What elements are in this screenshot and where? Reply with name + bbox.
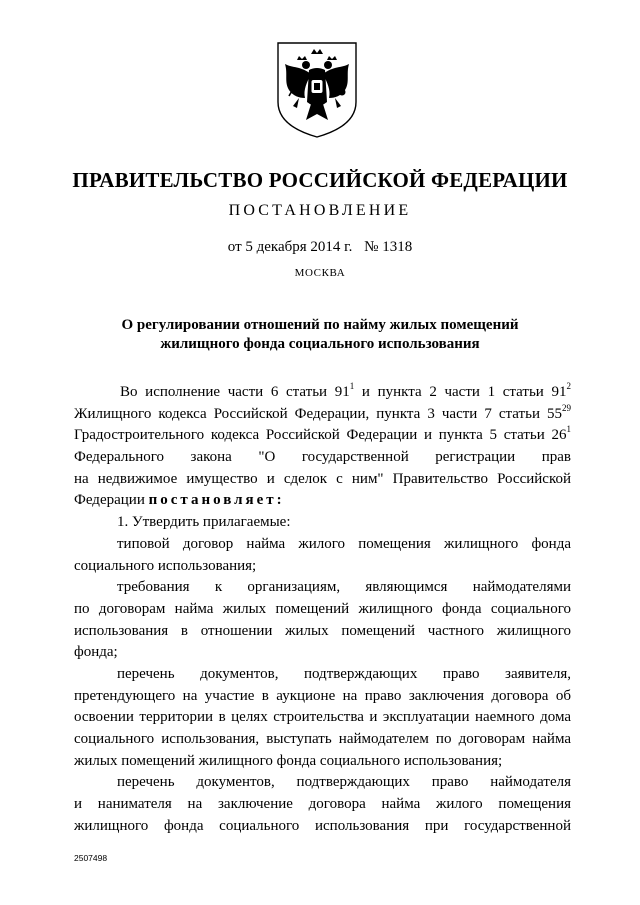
paragraph-1-line-3 <box>74 425 571 447</box>
text-span: Федерации <box>74 492 145 509</box>
decree-heading: ПОСТАНОВЛЕНИЕ <box>228 202 412 219</box>
document-code: 2507498 <box>74 853 108 863</box>
paragraph-5-line-2: претендующего на участие в аукционе на право заключения договора об <box>74 687 571 704</box>
government-title: ПРАВИТЕЛЬСТВО РОССИЙСКОЙ ФЕДЕРАЦИИ <box>72 168 568 192</box>
decree-body <box>74 382 571 837</box>
paragraph-1-line-1 <box>74 382 571 404</box>
paragraph-1-line-2 <box>74 404 571 426</box>
city-name: МОСКВА <box>294 267 346 279</box>
paragraph-3-line-2: социального использования; <box>74 557 257 574</box>
text-span: Градостроительного кодекса Российской Федерации и пункта 5 статьи 26 <box>74 427 567 444</box>
decree-date: от 5 декабря 2014 г. <box>227 239 353 255</box>
paragraph-1-line-4: Федерального закона "О государственной регистрации прав <box>74 449 571 466</box>
superscript: 1 <box>349 382 355 391</box>
text-span: Жилищного кодекса Российской Федерации, пункта 3 части 7 статьи 55 <box>74 405 562 422</box>
paragraph-1-line-6 <box>74 490 571 512</box>
paragraph-5-line-4: социального использования, выступать наймодателем по договорам найма <box>74 731 571 747</box>
text-span: Во исполнение части 6 статьи 91 <box>120 384 350 400</box>
paragraph-4-line-2: по договорам найма жилых помещений жилищного фонда социального <box>74 600 571 617</box>
resolves-word: постановляет: <box>148 492 285 509</box>
paragraph-4-line-3: использования в отношении жилых помещений частного жилищного <box>74 622 571 639</box>
superscript: 2 <box>566 382 571 391</box>
paragraph-6-line-3: жилищного фонда социального использования при государственной <box>74 817 571 834</box>
paragraph-6-line-1: перечень документов, подтверждающих право наймодателя <box>117 774 571 791</box>
paragraph-4-line-1: требования к организациям, являющимся наймодателями <box>117 579 571 596</box>
title-line-2: жилищного фонда социального использования <box>160 336 480 352</box>
decree-dateline <box>0 239 640 256</box>
russian-coat-of-arms-icon <box>275 40 359 140</box>
decree-title <box>90 316 550 354</box>
paragraph-4-line-4: фонда; <box>74 644 118 661</box>
superscript: 1 <box>566 425 571 435</box>
superscript: 29 <box>562 403 571 413</box>
text-span: и пункта 2 части 1 статьи 91 <box>361 384 567 400</box>
paragraph-1-line-5: на недвижимое имущество и сделок с ним" Правительство Российской <box>74 470 571 487</box>
paragraph-3-line-1: типовой договор найма жилого помещения жилищного фонда <box>117 535 571 552</box>
title-line-1: О регулировании отношений по найму жилых помещений <box>121 317 519 333</box>
paragraph-5-line-3: освоении территории в целях строительства и эксплуатации наемного дома <box>74 709 571 726</box>
paragraph-6-line-2: и нанимателя на заключение договора найма жилого помещения <box>74 796 571 813</box>
decree-number: 1318 <box>382 239 413 255</box>
number-sign: № <box>364 239 379 255</box>
paragraph-5-line-1: перечень документов, подтверждающих право заявителя, <box>117 665 571 682</box>
paragraph-5-line-5: жилых помещений жилищного фонда социального использования; <box>74 752 503 769</box>
paragraph-2: 1. Утвердить прилагаемые: <box>117 514 291 531</box>
